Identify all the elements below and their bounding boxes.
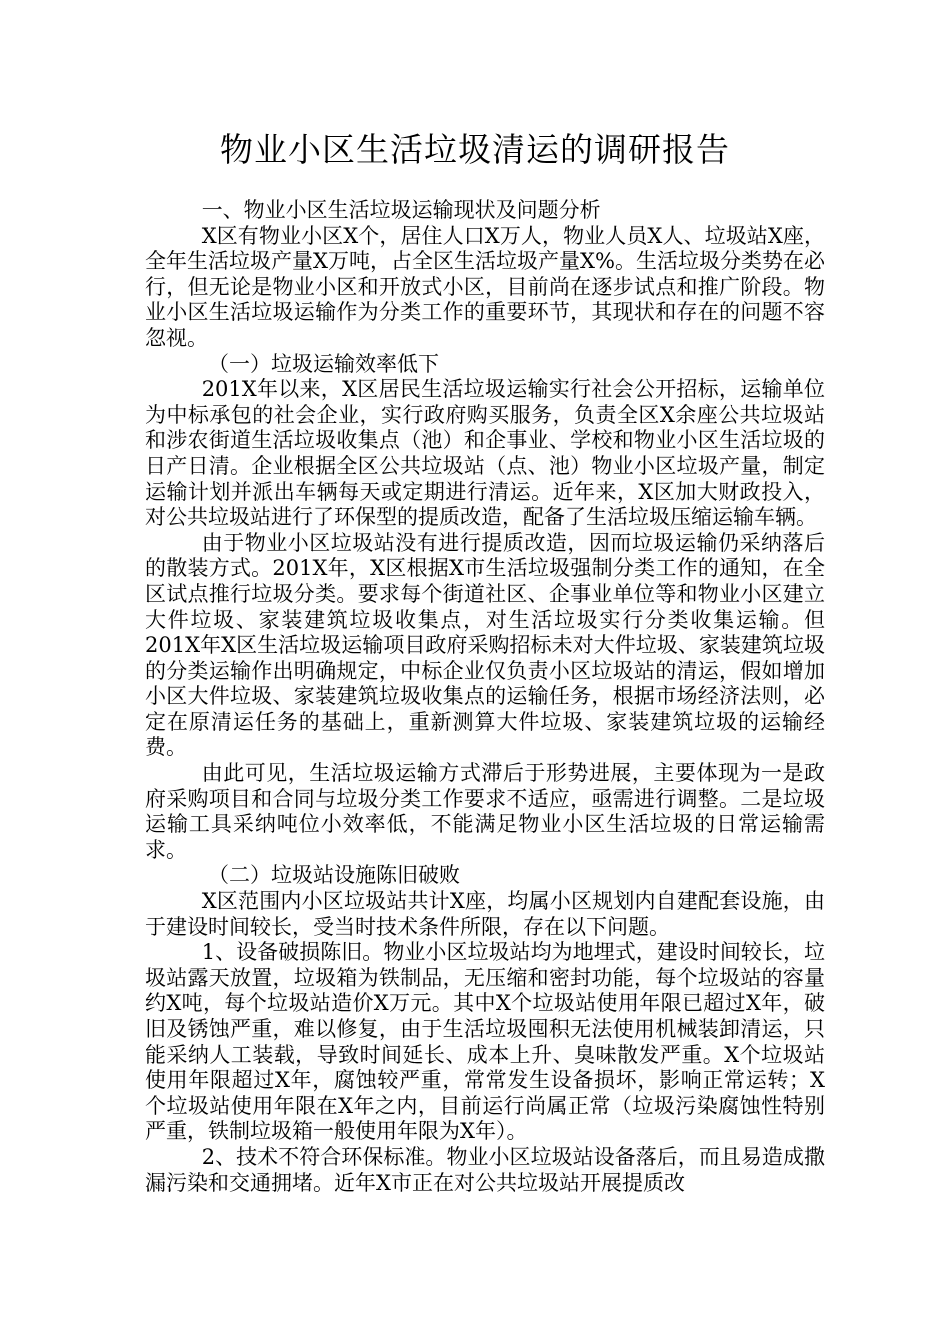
subsection-heading: （二）垃圾站设施陈旧破败 <box>208 863 460 888</box>
document-title: 物业小区生活垃圾清运的调研报告 <box>220 130 730 169</box>
paragraph: 由于物业小区垃圾站没有进行提质改造，因而垃圾运输仍采纳落后的散装方式。201X年，X区根据X市生活垃圾强制分类工作的通知，在全区试点推行垃圾分类。要求每个街道社区、企事业单位等和物业小区建立大件垃圾、家装建筑垃圾收集点，对生活垃圾实行分类收集运输。但201X年X区生活垃圾运输项目政府采购招标未对大件垃圾、家装建筑垃圾的分类运输作出明确规定，中标企业仅负责小区垃圾站的清运，假如增加小区大件垃圾、家装建筑垃圾收集点的运输任务，根据市场经济法则，必定在原清运任务的基础上，重新测算大件垃圾、家装建筑垃圾的运输经费。 <box>145 530 825 760</box>
paragraph: 1、设备破损陈旧。物业小区垃圾站均为地埋式，建设时间较长，垃圾站露天放置，垃圾箱为铁制品，无压缩和密封功能，每个垃圾站的容量约X吨，每个垃圾站造价X万元。其中X个垃圾站使用年限已超过X年，破旧及锈蚀严重，难以修复，由于生活垃圾囤积无法使用机械装卸清运，只能采纳人工装载，导致时间延长、成本上升、臭味散发严重。X个垃圾站使用年限超过X年，腐蚀较严重，常常发生设备损坏，影响正常运转；X个垃圾站使用年限在X年之内，目前运行尚属正常（垃圾污染腐蚀性特别严重，铁制垃圾箱一般使用年限为X年）。 <box>145 940 825 1144</box>
paragraph: 201X年以来，X区居民生活垃圾运输实行社会公开招标，运输单位为中标承包的社会企业，实行政府购买服务，负责全区X余座公共垃圾站和涉农街道生活垃圾收集点（池）和企事业、学校和物业小区生活垃圾的日产日清。企业根据全区公共垃圾站（点、池）物业小区垃圾产量，制定运输计划并派出车辆每天或定期进行清运。近年来，X区加大财政投入，对公共垃圾站进行了环保型的提质改造，配备了生活垃圾压缩运输车辆。 <box>145 377 825 530</box>
document-body <box>145 198 825 1196</box>
paragraph: X区有物业小区X个，居住人口X万人，物业人员X人、垃圾站X座，全年生活垃圾产量X万吨，占全区生活垃圾产量X%。生活垃圾分类势在必行，但无论是物业小区和开放式小区，目前尚在逐步试点和推广阶段。物业小区生活垃圾运输作为分类工作的重要环节，其现状和存在的问题不容忽视。 <box>145 223 825 350</box>
subsection-heading: （一）垃圾运输效率低下 <box>208 351 439 376</box>
section-heading: 一、物业小区生活垃圾运输现状及问题分析 <box>201 198 601 222</box>
paragraph: 由此可见，生活垃圾运输方式滞后于形势进展，主要体现为一是政府采购项目和合同与垃圾分类工作要求不适应，亟需进行调整。二是垃圾运输工具采纳吨位小效率低，不能满足物业小区生活垃圾的日常运输需求。 <box>145 761 825 862</box>
paragraph: 2、技术不符合环保标准。物业小区垃圾站设备落后，而且易造成撒漏污染和交通拥堵。近年X市正在对公共垃圾站开展提质改 <box>145 1144 825 1195</box>
paragraph: X区范围内小区垃圾站共计X座，均属小区规划内自建配套设施，由于建设时间较长，受当时技术条件所限，存在以下问题。 <box>145 889 825 939</box>
